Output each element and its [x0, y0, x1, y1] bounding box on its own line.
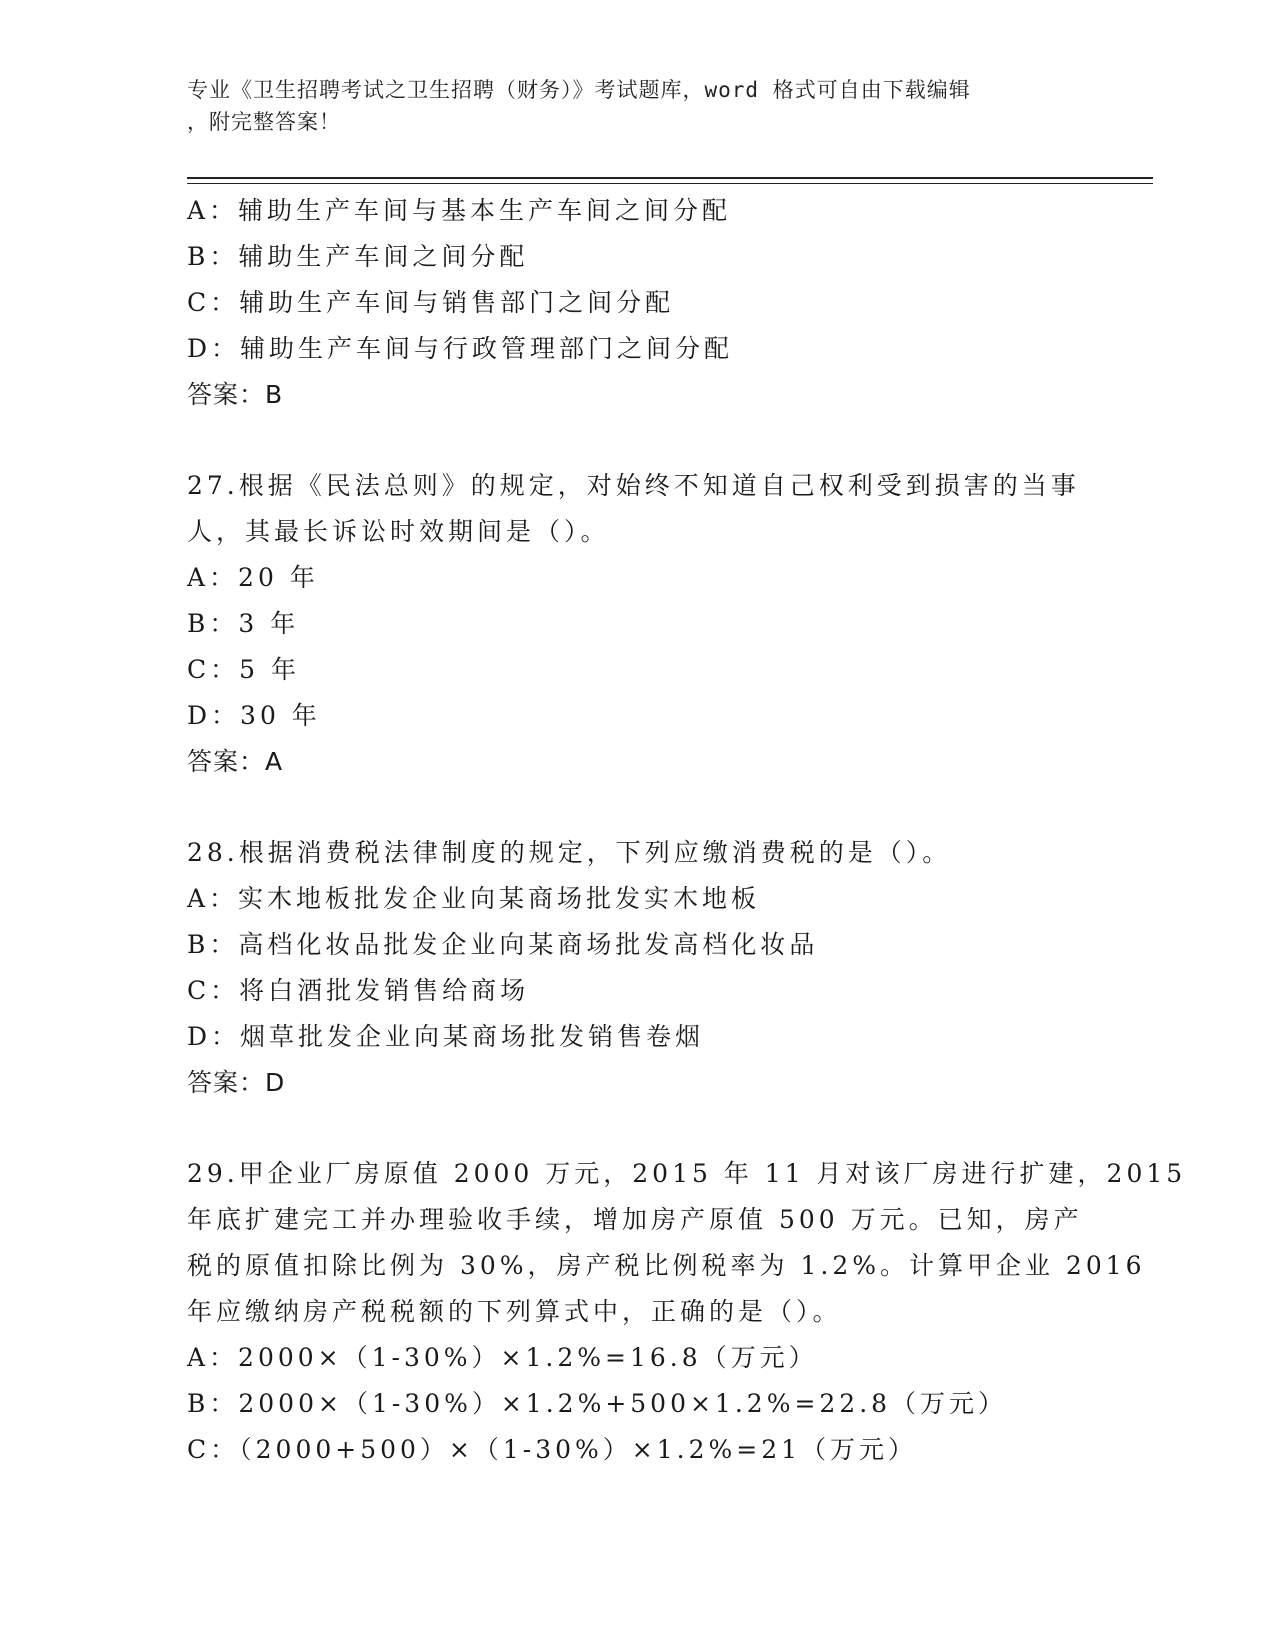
option-b: B：2000×（1-30%）×1.2%+500×1.2%=22.8（万元） — [187, 1389, 1008, 1418]
question-29 — [187, 1151, 1187, 1473]
answer: 答案：D — [187, 1068, 286, 1097]
option-a: A：20 年 — [187, 563, 319, 592]
question-stem: 年底扩建完工并办理验收手续，增加房产原值 500 万元。已知，房产 — [187, 1205, 1083, 1234]
header-divider-top — [187, 177, 1153, 179]
question-28 — [187, 830, 1087, 1106]
option-b: B：高档化妆品批发企业向某商场批发高档化妆品 — [187, 930, 819, 959]
question-stem: 税的原值扣除比例为 30%，房产税比例税率为 1.2%。计算甲企业 2016 — [187, 1251, 1146, 1280]
question-list — [187, 188, 1187, 1473]
option-d: D：烟草批发企业向某商场批发销售卷烟 — [187, 1022, 705, 1051]
option-a: A：实木地板批发企业向某商场批发实木地板 — [187, 884, 761, 913]
question-stem: 27.根据《民法总则》的规定，对始终不知道自己权利受到损害的当事 — [187, 471, 1080, 500]
option-d: D：辅助生产车间与行政管理部门之间分配 — [187, 334, 734, 363]
answer: 答案：A — [187, 747, 284, 776]
option-c: C：将白酒批发销售给商场 — [187, 976, 530, 1005]
option-b: B：3 年 — [187, 609, 300, 638]
header-divider-bottom — [187, 183, 1153, 184]
document-header — [187, 74, 1087, 138]
question-26 — [187, 188, 1087, 418]
option-b: B：辅助生产车间之间分配 — [187, 242, 529, 271]
option-a: A：2000×（1-30%）×1.2%=16.8（万元） — [187, 1343, 818, 1372]
option-c: C：（2000+500）×（1-30%）×1.2%=21（万元） — [187, 1435, 918, 1464]
question-stem: 28.根据消费税法律制度的规定，下列应缴消费税的是（）。 — [187, 838, 952, 867]
question-stem: 人，其最长诉讼时效期间是（）。 — [187, 517, 610, 546]
header-line-2: ，附完整答案！ — [187, 110, 341, 134]
header-line-1: 专业《卫生招聘考试之卫生招聘（财务）》考试题库，word 格式可自由下载编辑 — [187, 78, 971, 102]
answer: 答案：B — [187, 380, 284, 409]
option-d: D：30 年 — [187, 701, 321, 730]
option-c: C：5 年 — [187, 655, 300, 684]
option-c: C：辅助生产车间与销售部门之间分配 — [187, 288, 675, 317]
question-stem: 29.甲企业厂房原值 2000 万元，2015 年 11 月对该厂房进行扩建，2015 — [187, 1159, 1187, 1188]
question-stem: 年应缴纳房产税税额的下列算式中，正确的是（）。 — [187, 1297, 842, 1326]
option-a: A：辅助生产车间与基本生产车间之间分配 — [187, 196, 732, 225]
question-27 — [187, 463, 1087, 785]
